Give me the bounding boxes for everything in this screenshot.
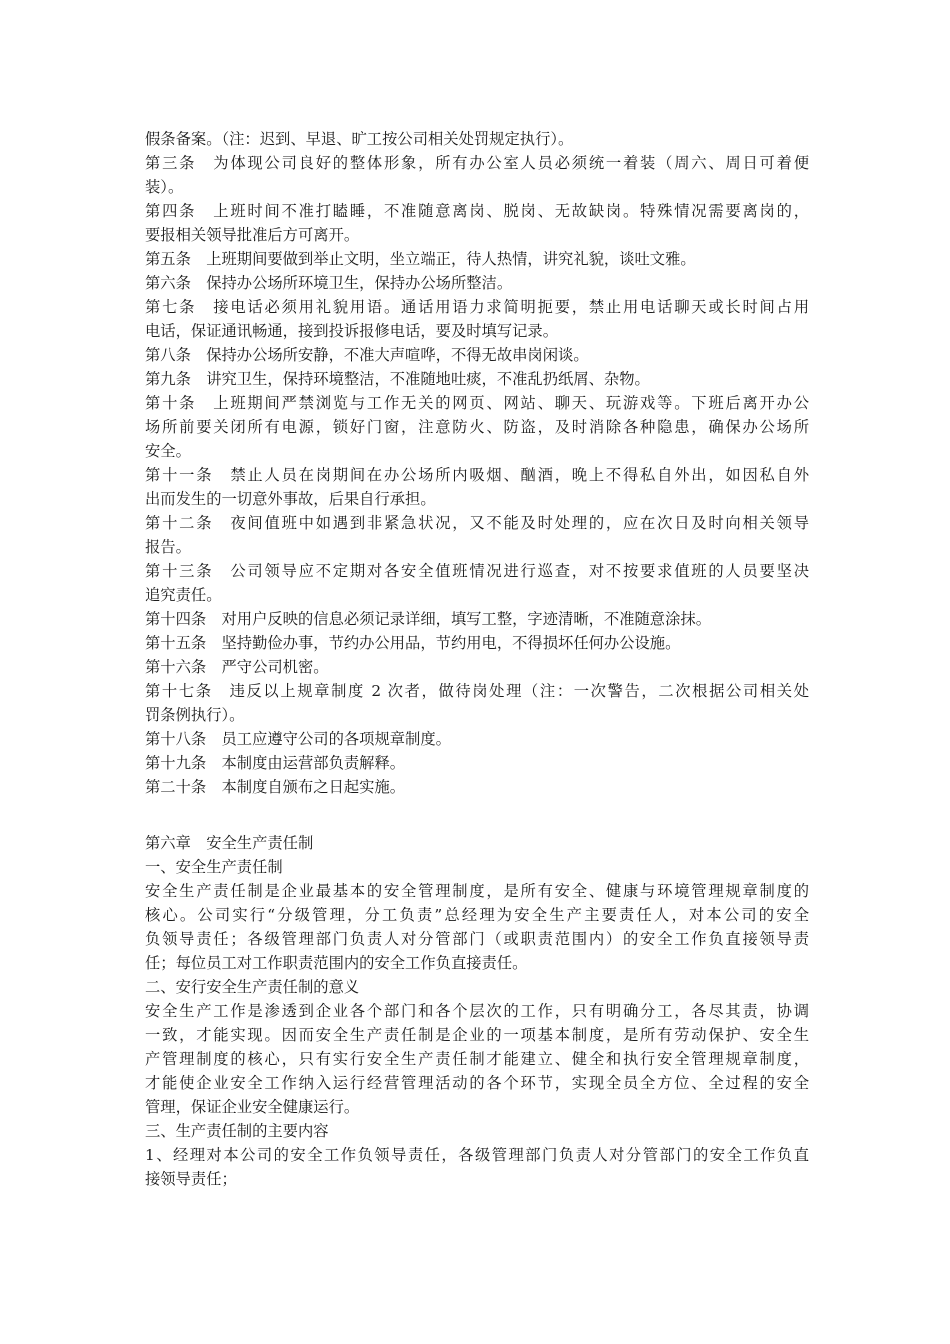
text-line: 出而发生的一切意外事故，后果自行承担。 [145, 490, 436, 508]
text-line: 第十五条 坚持勤俭办事，节约办公用品，节约用电，不得损坏任何办公设施。 [145, 634, 681, 652]
text-line: 一致，才能实现。因而安全生产责任制是企业的一项基本制度，是所有劳动保护、安全生 [145, 1026, 809, 1044]
text-line: 第九条 讲究卫生，保持环境整洁，不准随地吐痰，不准乱扔纸屑、杂物。 [145, 370, 650, 388]
text-line: 第十三条 公司领导应不定期对各安全值班情况进行巡查，对不按要求值班的人员要坚决 [145, 562, 809, 580]
text-line: 第十九条 本制度由运营部负责解释。 [145, 754, 406, 772]
section-heading: 一、安全生产责任制 [145, 858, 283, 876]
text-line: 第十条 上班期间严禁浏览与工作无关的网页、网站、聊天、玩游戏等。下班后离开办公 [145, 394, 809, 412]
text-line: 安全生产工作是渗透到企业各个部门和各个层次的工作，只有明确分工，各尽其责，协调 [145, 1002, 809, 1020]
text-line: 装）。 [145, 178, 184, 196]
text-line: 第八条 保持办公场所安静，不准大声喧哗，不得无故串岗闲谈。 [145, 346, 589, 364]
text-line: 第四条 上班时间不准打瞌睡，不准随意离岗、脱岗、无故缺岗。特殊情况需要离岗的， [145, 202, 809, 220]
text-line: 报告。 [145, 538, 191, 556]
section-gap [145, 799, 809, 831]
text-line: 追究责任。 [145, 586, 222, 604]
text-line: 1、经理对本公司的安全工作负领导责任，各级管理部门负责人对分管部门的安全工作负直 [145, 1146, 809, 1164]
text-line: 任；每位员工对工作职责范围内的安全工作负直接责任。 [145, 954, 528, 972]
text-line: 第十六条 严守公司机密。 [145, 658, 329, 676]
document-page [145, 127, 809, 1191]
text-line: 第十一条 禁止人员在岗期间在办公场所内吸烟、酗酒，晚上不得私自外出，如因私自外 [145, 466, 809, 484]
text-line: 第十八条 员工应遵守公司的各项规章制度。 [145, 730, 451, 748]
text-line: 第二十条 本制度自颁布之日起实施。 [145, 778, 406, 796]
text-line: 负领导责任；各级管理部门负责人对分管部门（或职责范围内）的安全工作负直接领导责 [145, 930, 809, 948]
text-line: 才能使企业安全工作纳入运行经营管理活动的各个环节，实现全员全方位、全过程的安全 [145, 1074, 809, 1092]
text-line: 第七条 接电话必须用礼貌用语。通话用语力求简明扼要，禁止用电话聊天或长时间占用 [145, 298, 809, 316]
text-line: 管理，保证企业安全健康运行。 [145, 1098, 360, 1116]
text-line: 电话，保证通讯畅通，接到投诉报修电话，要及时填写记录。 [145, 322, 559, 340]
text-line: 第六条 保持办公场所环境卫生，保持办公场所整洁。 [145, 274, 513, 292]
text-line: 第十七条 违反以上规章制度 2 次者，做待岗处理（注：一次警告，二次根据公司相关处 [145, 682, 809, 700]
section-heading: 二、安行安全生产责任制的意义 [145, 978, 360, 996]
text-line: 安全。 [145, 442, 191, 460]
section-heading: 三、生产责任制的主要内容 [145, 1122, 329, 1140]
text-line: 产管理制度的核心，只有实行安全生产责任制才能建立、健全和执行安全管理规章制度， [145, 1050, 809, 1068]
text-line: 接领导责任； [145, 1170, 237, 1188]
text-line: 第十四条 对用户反映的信息必须记录详细，填写工整，字迹清晰，不准随意涂抹。 [145, 610, 711, 628]
text-line: 第三条 为体现公司良好的整体形象，所有办公室人员必须统一着装（周六、周日可着便 [145, 154, 809, 172]
chapter-heading: 第六章 安全生产责任制 [145, 834, 314, 852]
text-line: 第五条 上班期间要做到举止文明，坐立端正，待人热情，讲究礼貌，谈吐文雅。 [145, 250, 696, 268]
text-line: 安全生产责任制是企业最基本的安全管理制度，是所有安全、健康与环境管理规章制度的 [145, 882, 809, 900]
text-line: 核心。公司实行“分级管理，分工负责”总经理为安全生产主要责任人，对本公司的安全 [145, 906, 809, 924]
text-line: 罚条例执行）。 [145, 706, 245, 724]
text-line: 场所前要关闭所有电源，锁好门窗，注意防火、防盗，及时消除各种隐患，确保办公场所 [145, 418, 809, 436]
text-line: 要报相关领导批准后方可离开。 [145, 226, 360, 244]
text-line: 假条备案。（注：迟到、早退、旷工按公司相关处罚规定执行）。 [145, 130, 574, 148]
text-line: 第十二条 夜间值班中如遇到非紧急状况，又不能及时处理的，应在次日及时向相关领导 [145, 514, 809, 532]
